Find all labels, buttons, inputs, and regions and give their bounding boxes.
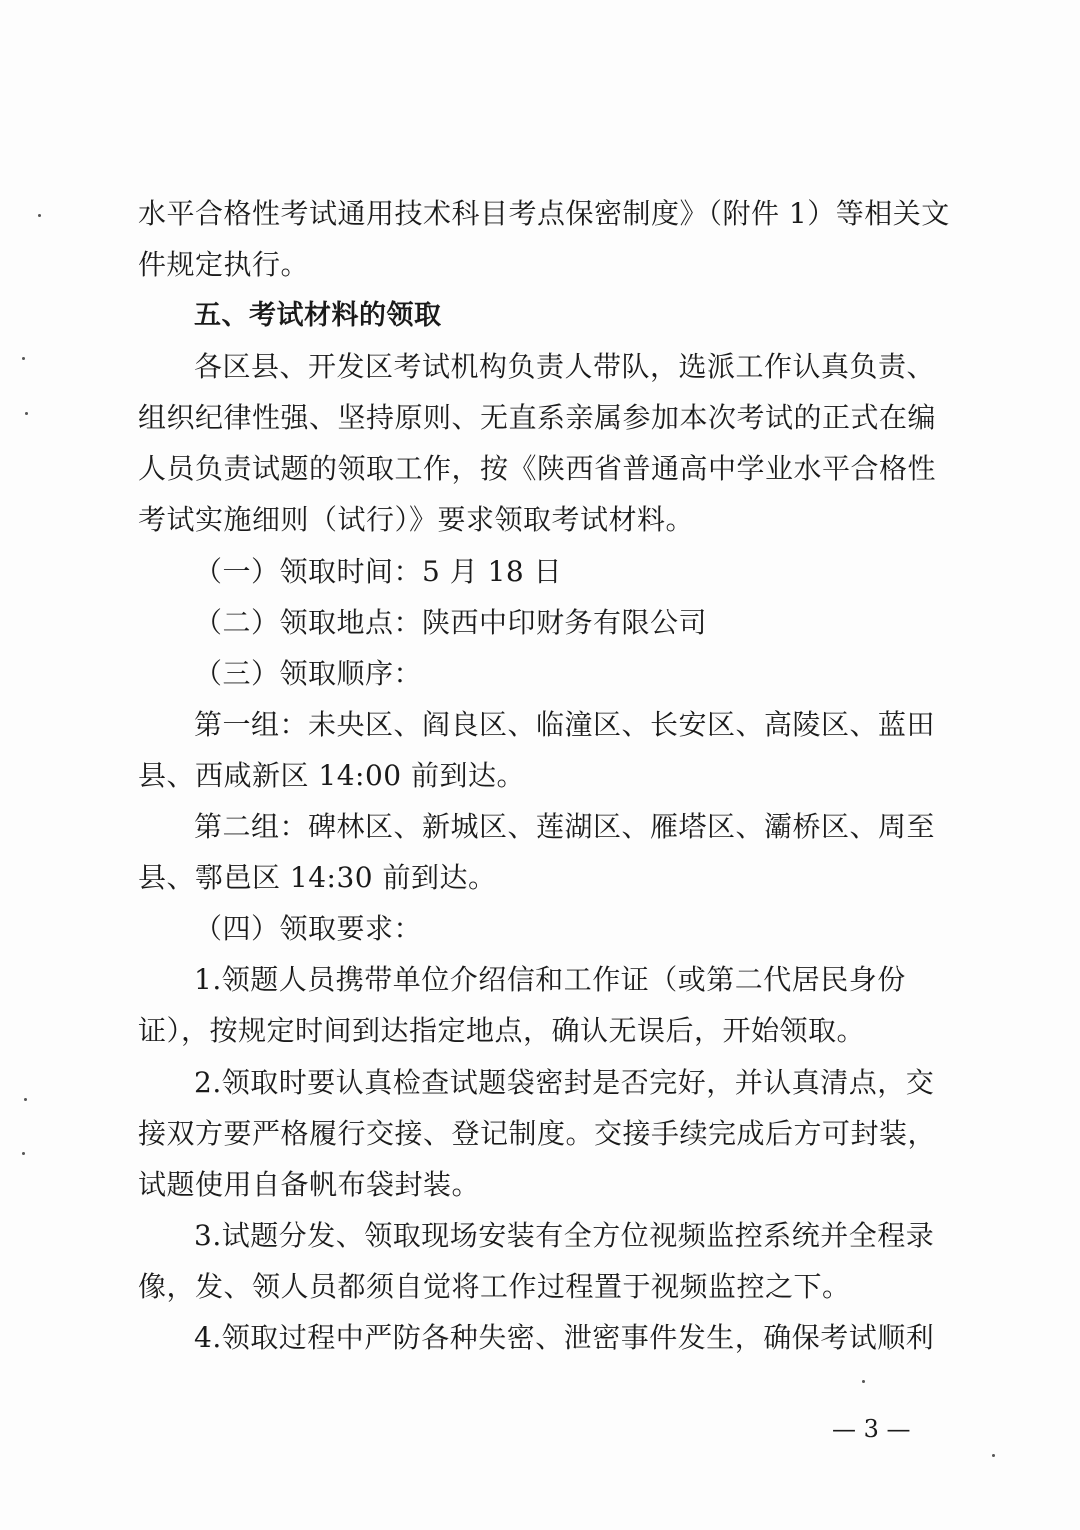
text-line: 试题使用自备帆布袋封装。 <box>138 1168 481 1201</box>
text-line: 县、西咸新区 14:00 前到达。 <box>138 759 525 792</box>
scan-speck <box>862 1380 865 1383</box>
text-line: 接双方要严格履行交接、登记制度。交接手续完成后方可封装， <box>138 1117 937 1150</box>
text-line: 县、鄠邑区 14:30 前到达。 <box>138 861 497 894</box>
scan-speck <box>22 357 25 360</box>
text-line: 人员负责试题的领取工作，按《陕西省普通高中学业水平合格性 <box>138 452 937 485</box>
text-line: 组织纪律性强、坚持原则、无直系亲属参加本次考试的正式在编 <box>138 401 937 434</box>
text-line: 第一组：未央区、阎良区、临潼区、长安区、高陵区、蓝田 <box>194 708 936 741</box>
scan-speck <box>24 1098 27 1101</box>
scan-speck <box>22 1152 25 1155</box>
subsection-heading: （三）领取顺序： <box>194 657 423 690</box>
scan-speck <box>38 214 41 217</box>
text-line: 各区县、开发区考试机构负责人带队，选派工作认真负责、 <box>194 350 936 383</box>
text-line: 1.领题人员携带单位介绍信和工作证（或第二代居民身份 <box>194 963 906 996</box>
text-line: 2.领取时要认真检查试题袋密封是否完好，并认真清点，交 <box>194 1066 935 1099</box>
text-line: 水平合格性考试通用技术科目考点保密制度》（附件 1）等相关文 <box>138 197 950 230</box>
text-line: 4.领取过程中严防各种失密、泄密事件发生，确保考试顺利 <box>194 1321 935 1354</box>
subsection-heading: （二）领取地点：陕西中印财务有限公司 <box>194 606 708 639</box>
text-line: 第二组：碑林区、新城区、莲湖区、雁塔区、灞桥区、周至 <box>194 810 936 843</box>
scan-speck <box>992 1454 995 1457</box>
page-number: — 3 — <box>832 1415 911 1443</box>
text-line: 3.试题分发、领取现场安装有全方位视频监控系统并全程录 <box>194 1219 935 1252</box>
text-line: 考试实施细则（试行）》要求领取考试材料。 <box>138 503 695 536</box>
text-line: 像，发、领人员都须自觉将工作过程置于视频监控之下。 <box>138 1270 851 1303</box>
text-line: 件规定执行。 <box>138 248 310 281</box>
scan-speck <box>25 412 28 415</box>
subsection-heading: （一）领取时间：5 月 18 日 <box>194 555 563 588</box>
section-heading: 五、考试材料的领取 <box>194 300 442 331</box>
text-line: 证），按规定时间到达指定地点，确认无误后，开始领取。 <box>138 1014 866 1047</box>
subsection-heading: （四）领取要求： <box>194 912 423 945</box>
